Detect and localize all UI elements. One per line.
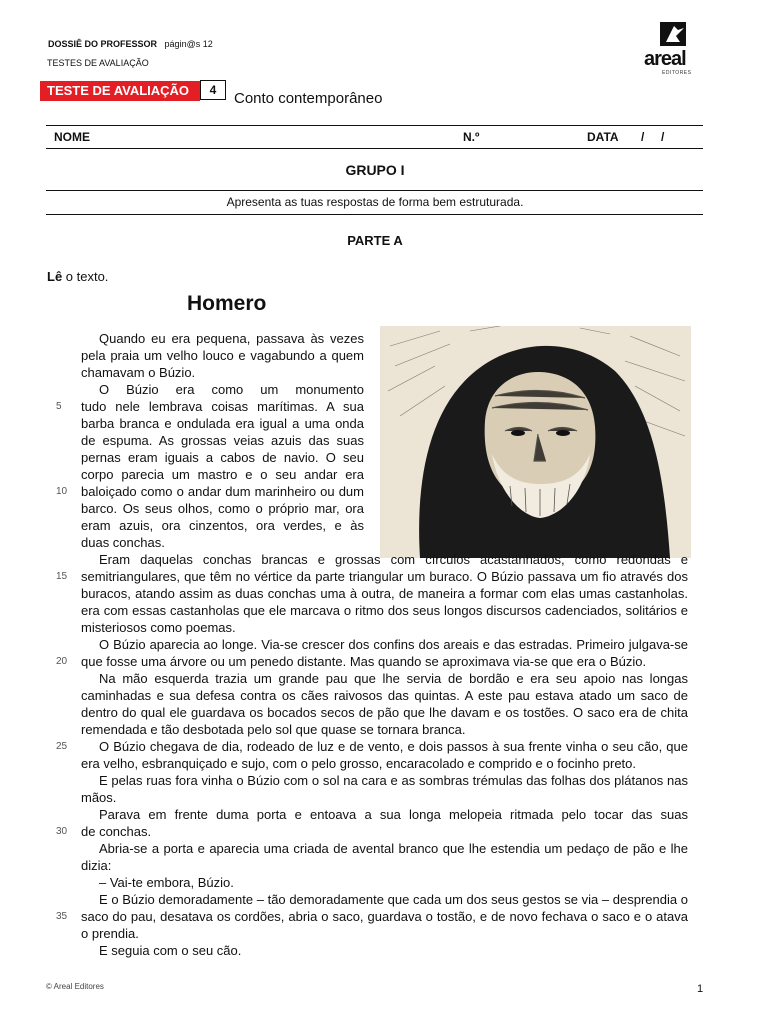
story-line: O Búzio era como um monumento — [99, 382, 364, 397]
test-number: 4 — [200, 80, 226, 100]
logo-sub: EDITORES — [662, 70, 692, 76]
story-line: dentro do qual ele guardava os bocados secos de pão que lhe davam e os tostões. O saco era de chita — [81, 705, 688, 720]
story-line: dizia: — [81, 858, 112, 873]
story-line: Eram daquelas conchas brancas e grossas com círculos acastanhados, como redondas e — [99, 552, 688, 567]
line-number: 25 — [56, 741, 68, 752]
divider — [46, 148, 703, 149]
story-line: mãos. — [81, 790, 117, 805]
story-line: de espuma. As grossas veias azuis das suas — [81, 433, 364, 448]
story-title: Homero — [187, 292, 267, 315]
series-label: TESTES DE AVALIAÇÃO — [47, 58, 149, 68]
story-line: pernas eram iguais a cabos de navio. O seu — [81, 450, 364, 465]
portrait-illustration — [380, 326, 691, 558]
numero-field-label: N.º — [463, 130, 480, 144]
story-line: barco. Os seus olhos, como o próprio mar, ora — [81, 501, 364, 516]
read-instruction — [47, 269, 108, 284]
header-dossie — [48, 39, 213, 49]
story-line: E seguia com o seu cão. — [99, 943, 242, 958]
story-line: saco do pau, desatava os cordões, abria o saco, guardava o tostão, e de novo fechava o saco e o atava — [81, 909, 688, 924]
line-number: 5 — [56, 401, 62, 412]
story-line: corpo parecia um mastro e o seu andar era — [81, 467, 364, 482]
line-number: 20 — [56, 656, 68, 667]
story-line: buracos, atando assim as duas conchas uma à outra, de maneira a formar com elas umas castanholas. — [81, 586, 688, 601]
logo-word: areal — [644, 48, 686, 70]
story-line: que fosse uma árvore ou um penedo distante. Mas quando se aproximava via-se que era o Búzio. — [81, 654, 647, 669]
divider — [46, 125, 703, 126]
story-line: – Vai-te embora, Búzio. — [99, 875, 234, 890]
story-line: Abria-se a porta e aparecia uma criada de avental branco que lhe estendia um pedaço de pão e lhe — [99, 841, 688, 856]
story-line: E pelas ruas fora vinha o Búzio com o sol na cara e as sombras trémulas das folhas dos plátanos nas — [99, 773, 688, 788]
story-line: Na mão esquerda trazia um grande pau que lhe servia de bordão e era seu apoio nas longas — [99, 671, 688, 686]
data-field-label: DATA — [587, 130, 619, 144]
divider — [46, 214, 703, 215]
story-line: tudo nele lembrava coisas marítimas. A sua — [81, 399, 364, 414]
story-line: O Búzio chegava de dia, rodeado de luz e de vento, e dois passos à sua frente vinha o seu cão, que — [99, 739, 688, 754]
footer-copyright: © Areal Editores — [46, 982, 104, 991]
test-badge: TESTE DE AVALIAÇÃO — [40, 81, 200, 101]
story-line: semitriangulares, que têm no vértice da parte triangular um buraco. O Búzio passava um fio através dos — [81, 569, 688, 584]
story-line: barba branca e ondulada era igual a uma onda — [81, 416, 364, 431]
line-number: 35 — [56, 911, 68, 922]
logo-mark-icon — [640, 20, 710, 50]
story-line: misteriosos como poemas. — [81, 620, 236, 635]
instruction: Apresenta as tuas respostas de forma bem estruturada. — [226, 195, 524, 209]
grupo-title: GRUPO I — [345, 162, 405, 178]
story-line: remendada e tão desbotada pelo sol que quase se tornara branca. — [81, 722, 466, 737]
read-prefix: Lê — [47, 269, 63, 284]
story-line: Quando eu era pequena, passava às vezes — [99, 331, 364, 346]
story-line: o prendia. — [81, 926, 139, 941]
page-number: 1 — [697, 983, 704, 995]
test-title: Conto contemporâneo — [234, 90, 383, 107]
story-line: era com essas castanholas que ele marcava o ritmo dos seus longos discursos cadenciados, solitários e — [81, 603, 688, 618]
story-line: pela praia um velho louco e vagabundo a quem — [81, 348, 364, 363]
divider — [46, 190, 703, 191]
data-separator: / / — [641, 130, 665, 144]
story-line: eram azuis, ora cinzentos, ora verdes, e às — [81, 518, 364, 533]
pagin-label: págin@s 12 — [164, 39, 213, 49]
line-number: 30 — [56, 826, 68, 837]
line-number: 15 — [56, 571, 68, 582]
story-line: era velho, esbranquiçado e sujo, com o pelo grosso, encaracolado e comprido e o focinho preto. — [81, 756, 637, 771]
story-line: O Búzio aparecia ao longe. Via-se crescer dos confins dos areais e das estradas. Primeiro julgava-se — [99, 637, 688, 652]
story-line: baloiçado como o andar dum marinheiro ou dum — [81, 484, 364, 499]
story-line: caminhadas e sua defesa contra os cães raivosos das quintas. A este pau estava atado um saco de — [81, 688, 688, 703]
story-line: duas conchas. — [81, 535, 165, 550]
story-line: chamavam o Búzio. — [81, 365, 196, 380]
parte-title: PARTE A — [347, 233, 403, 248]
story-line: Parava em frente duma porta e entoava a sua longa melopeia ritmada pelo tocar das suas — [99, 807, 688, 822]
areal-logo — [640, 20, 710, 76]
line-number: 10 — [56, 486, 68, 497]
story-line: de conchas. — [81, 824, 152, 839]
read-suffix: o texto. — [62, 269, 109, 284]
nome-field-label: NOME — [54, 130, 90, 144]
story-line: E o Búzio demoradamente – tão demoradamente que cada um dos seus gestos se via – desprendia o — [99, 892, 688, 907]
dossie-label: DOSSIÊ DO PROFESSOR — [48, 39, 158, 49]
